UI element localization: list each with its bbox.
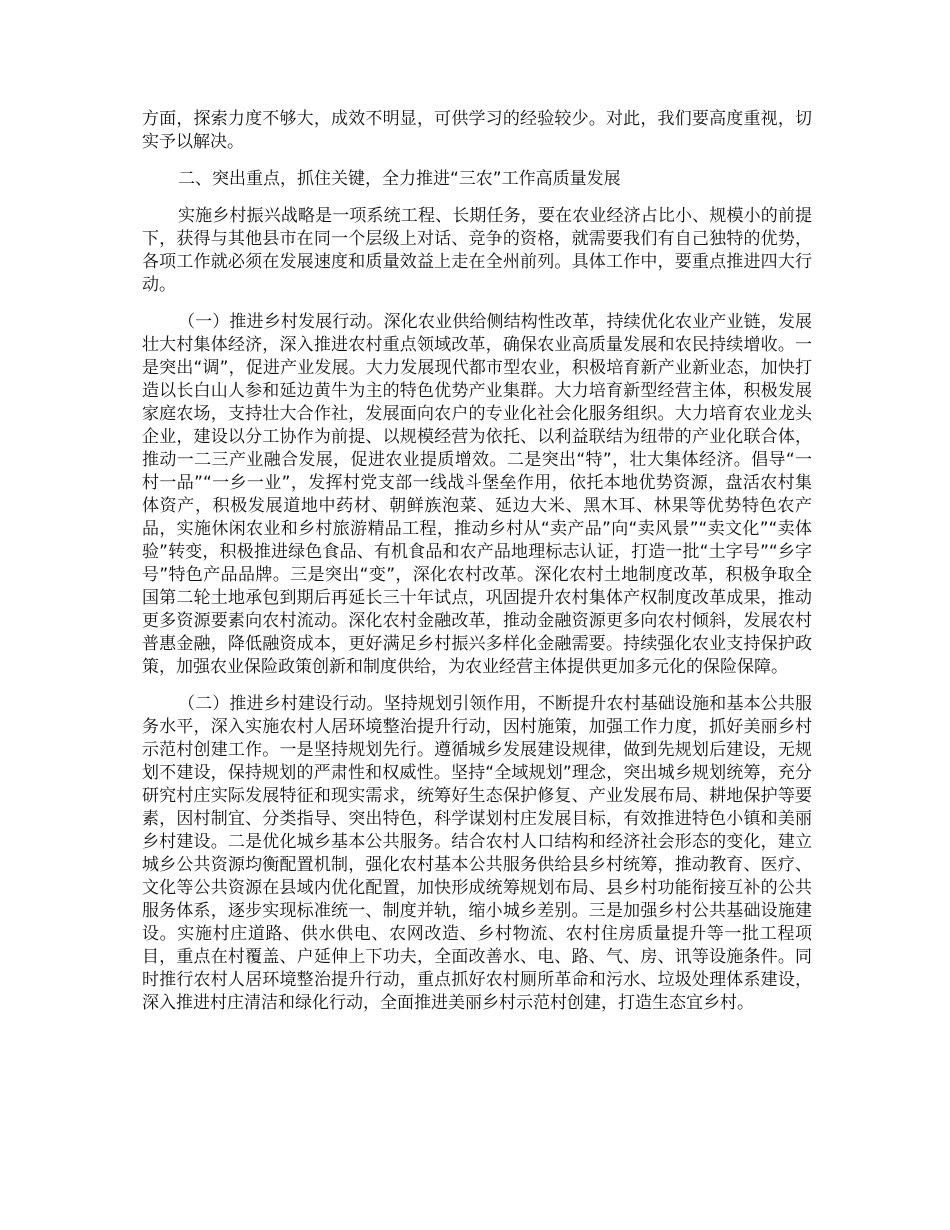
paragraph-rural-construction: （二）推进乡村建设行动。坚持规划引领作用，不断提升农村基础设施和基本公共服务水平，深入实施农村人居环境整治提升行动，因村施策，加强工作力度，抓好美丽乡村示范村创建工作。一是坚持规划先行。遵循城乡发展建设规律，做到先规划后建设，无规划不建设，保持规划的严肃性和权威性。坚持“全域规划”理念，突出城乡规划统筹，充分研究村庄实际发展特征和现实需求，统筹好生态保护修复、产业发展布局、耕地保护等要素，因村制宜、分类指导、突出特色，科学谋划村庄发展目标，有效推进特色小镇和美丽乡村建设。二是优化城乡基本公共服务。结合农村人口结构和经济社会形态的变化，建立城乡公共资源均衡配置机制，强化农村基本公共服务供给县乡村统筹，推动教育、医疗、文化等公共资源在县域内优化配置，加快形成统筹规划布局、县乡村功能衔接互补的公共服务体系，逐步实现标准统一、制度并轨，缩小城乡差别。三是加强乡村公共基础设施建设。实施村庄道路、供水供电、农网改造、乡村物流、农村住房质量提升等一批工程项目，重点在村覆盖、户延伸上下功夫，全面改善水、电、路、气、房、讯等设施条件。同时推行农村人居环境整治提升行动，重点抓好农村厕所革命和污水、垃圾处理体系建设，深入推进村庄清洁和绿化行动，全面推进美丽乡村示范村创建，打造生态宜乡村。 bbox=[142, 694, 812, 1013]
paragraph-continuation: 方面，探索力度不够大，成效不明显，可供学习的经验较少。对此，我们要高度重视，切实予以解决。 bbox=[142, 109, 812, 152]
section-heading: 二、突出重点，抓住关键，全力推进“三农”工作高质量发展 bbox=[178, 169, 621, 189]
paragraph-rural-development: （一）推进乡村发展行动。深化农业供给侧结构性改革，持续优化农业产业链，发展壮大村集体经济，深入推进农村重点领域改革，确保农业高质量发展和农民持续增收。一是突出“调”，促进产业发展。大力发展现代都市型农业，积极培育新产业新业态，加快打造以长白山人参和延边黄牛为主的特色优势产业集群。大力培育新型经营主体，积极发展家庭农场，支持壮大合作社，发展面向农户的专业化社会化服务组织。大力培育农业龙头企业，建设以分工协作为前提、以规模经营为依托、以利益联结为纽带的产业化联合体，推动一二三产业融合发展，促进农业提质增效。二是突出“特”，壮大集体经济。倡导“一村一品”“一乡一业”，发挥村党支部一线战斗堡垒作用，依托本地优势资源，盘活农村集体资产，积极发展道地中药材、朝鲜族泡菜、延边大米、黑木耳、林果等优势特色农产品，实施休闲农业和乡村旅游精品工程，推动乡村从“卖产品”向“卖风景”“卖文化”“卖体验”转变，积极推进绿色食品、有机食品和农产品地理标志认证，打造一批“土字号”“乡字号”特色产品品牌。三是突出“变”，深化农村改革。深化农村土地制度改革，积极争取全国第二轮土地承包到期后再延长三十年试点，巩固提升农村集体产权制度改革成果，推动更多资源要素向农村流动。深化农村金融改革，推动金融资源更多向农村倾斜，发展农村普惠金融，降低融资成本，更好满足乡村振兴多样化金融需要。持续强化农业支持保护政策，加强农业保险政策创新和制度供给，为农业经营主体提供更加多元化的保险保障。 bbox=[142, 312, 812, 677]
document-page bbox=[142, 108, 812, 1029]
paragraph-intro: 实施乡村振兴战略是一项系统工程、长期任务，要在农业经济占比小、规模小的前提下，获得与其他县市在同一个层级上对话、竞争的资格，就需要我们有自己独特的优势，各项工作就必须在发展速度和质量效益上走在全州前列。具体工作中，要重点推进四大行动。 bbox=[142, 206, 812, 295]
